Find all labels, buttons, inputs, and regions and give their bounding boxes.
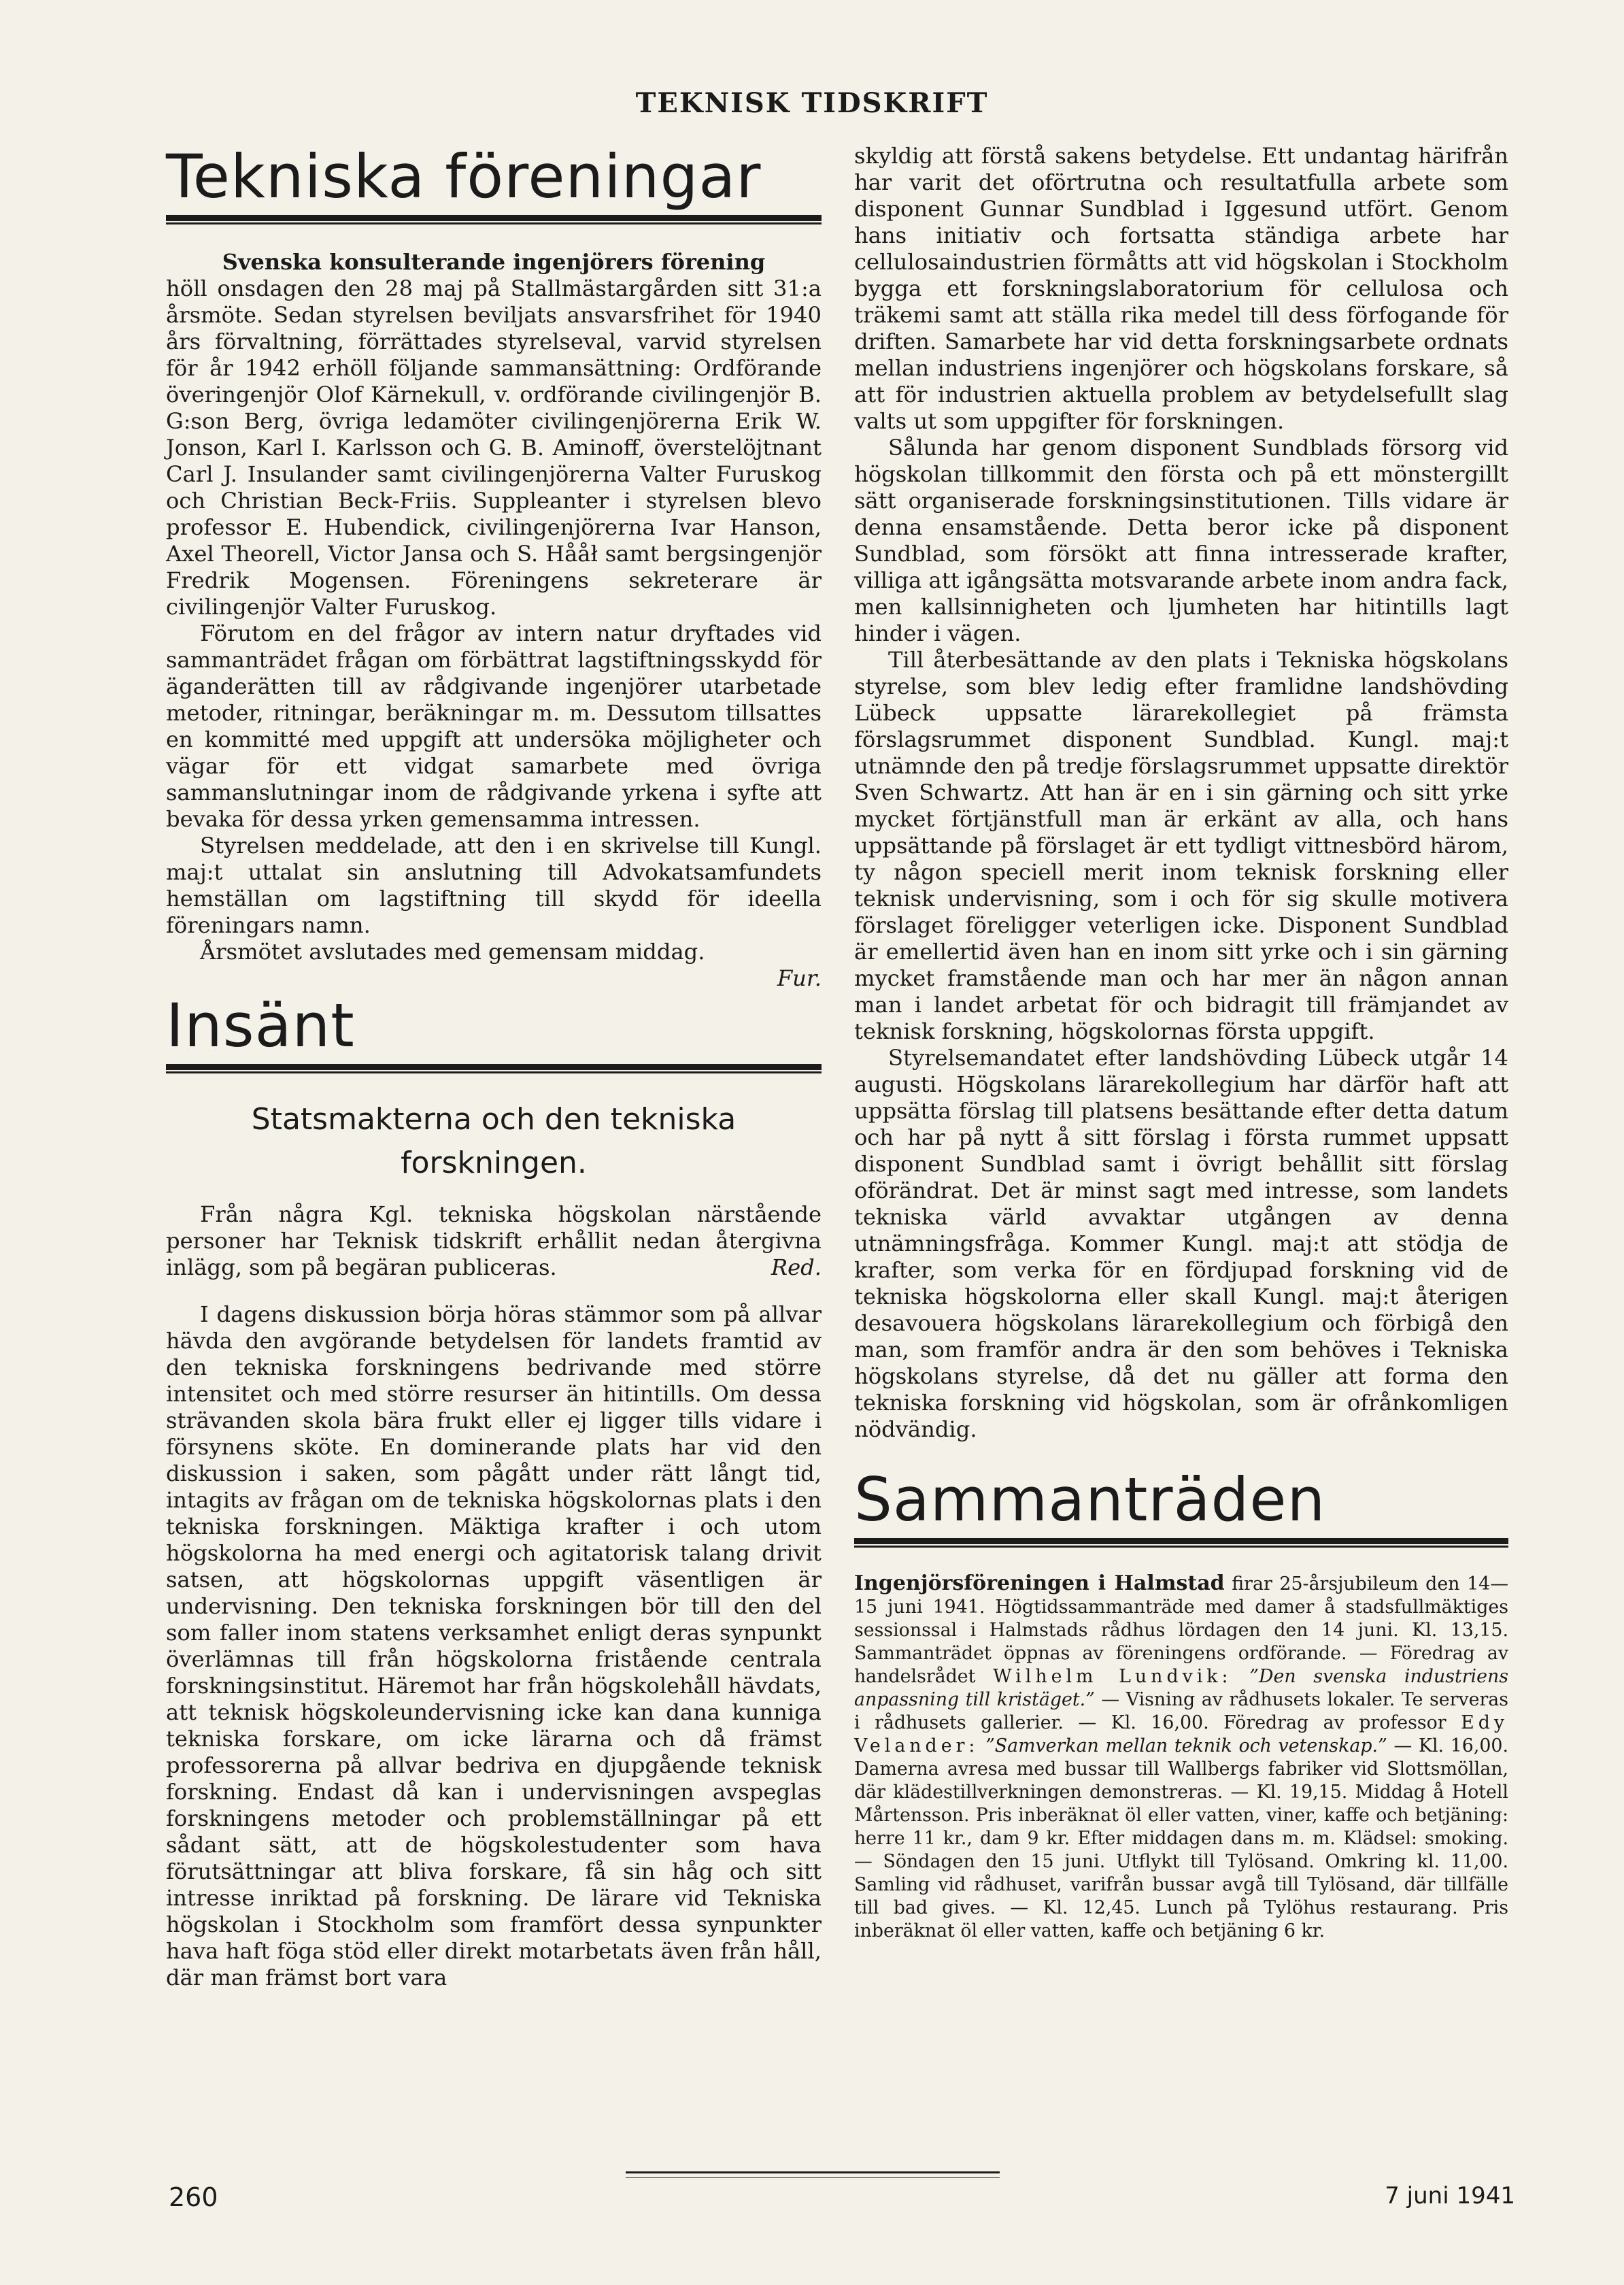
article-signature: Fur.: [777, 965, 822, 991]
issue-date: 7 juni 1941: [1385, 2182, 1515, 2209]
article-paragraph: Förutom en del frågor av intern natur dryftades vid sammanträdet frågan om förbättrat lagstiftningsskydd för äganderätten till av rådgivande ingenjörer utarbetade metoder, ritningar, beräkningar m. m. Dessutom tillsattes en kommitté med uppgift att undersöka möjligheter och vägar för ett vidgat samarbete med övriga sammanslutningar inom de rådgivande yrkena i syfte att bevaka för dessa yrken gemensamma intressen.: [166, 620, 822, 832]
article-paragraph: höll onsdagen den 28 maj på Stallmästargården sitt 31:a årsmöte. Sedan styrelsen beviljats ansvarsfrihet för 1940 års förvaltning, förrättades styrelseval, varvid styrelsen för år 1942 erhöll följande sammansättning: Ordförande överingenjör Olof Kärnekull, v. ordförande civilingenjör B. G:son Berg, övriga ledamöter civilingenjörerna Erik W. Jonson, Karl I. Karlsson och G. B. Aminoff, överstelöjtnant Carl J. Insulander samt civilingenjörerna Valter Furuskog och Christian Beck-Friis. Suppleanter i styrelsen blevo professor E. Hubendick, civilingenjörerna Ivar Hanson, Axel Theorell, Victor Jansa och S. Hååł samt bergsingenjör Fredrik Mogensen. Föreningens sekreterare är civilingenjör Valter Furuskog.: [166, 276, 822, 620]
editor-signature: Red.: [771, 1254, 822, 1280]
section-heading-tekniska-foreningar: Tekniska föreningar: [166, 141, 762, 212]
meeting-text: — Visning av rådhusets lokaler. Te serveras i rådhusets gallerier. — Kl. 16,00. Föredrag av professor: [854, 1689, 1508, 1733]
article-paragraph: Årsmötet avslutades med gemensam middag.: [200, 939, 705, 965]
section-heading-insant: Insänt: [166, 990, 355, 1061]
meeting-text: — Kl. 16,00. Damerna avresa med bussar till Wallbergs fabriker vid Slottsmöllan, där klädestillverkningen demonstreras. — Kl. 19,15. Middag å Hotell Mårtensson. Pris inberäknat öl eller vatten, viner, kaffe och betjäning: herre 11 kr., dam 9 kr. Efter middagen dans m. m. Klädsel: smoking. — Söndagen den 15 juni. Utflykt till Tylösand. Omkring kl. 11,00. Samling vid rådhuset, varifrån bussar avgå till Tylösand, där tillfälle till bad gives. — Kl. 12,45. Lunch på Tylöhus restaurang. Pris inberäknat öl eller vatten, kaffe och betjäning 6 kr.: [854, 1735, 1508, 1941]
meeting-talk-title: ”Samverkan mellan teknik och vetenskap.”: [979, 1735, 1387, 1756]
right-column: [854, 143, 1508, 1943]
meeting-org: Ingenjörsföreningen i Halmstad: [854, 1571, 1225, 1595]
meeting-text: firar 25-årsjubileum den 14—15 juni 1941. Högtidssammanträde med damer å stadsfullmäktiges sessionssal i Halmstads rådhus lördagen den 14 juni. Kl. 13,15. Sammanträdet öppnas av föreningens ordförande. — Föredrag av handelsrådet: [854, 1573, 1508, 1687]
section-heading-sammantraden: Sammanträden: [854, 1465, 1326, 1535]
spacer: [166, 1281, 822, 1301]
editor-intro-text: Från några Kgl. tekniska högskolan närstående personer har Teknisk tidskrift erhållit nedan återgivna inlägg, som på begäran publiceras.: [166, 1201, 822, 1280]
heading-rule: [854, 1538, 1508, 1544]
article-paragraph: Styrelsen meddelade, att den i en skrivelse till Kungl. maj:t uttalat sin anslutning till Advokatsamfundets hemställan om lagstiftning till skydd för ideella föreningars namn.: [166, 833, 822, 938]
page-number: 260: [169, 2182, 218, 2212]
article-subheading: Statsmakterna och den tekniska forskningen.: [251, 1102, 737, 1180]
article-paragraph: skyldig att förstå sakens betydelse. Ett undantag härifrån har varit det oförtrutna och resultatfulla arbete som disponent Gunnar Sundblad i Iggesund utfört. Genom hans initiativ och fortsatta ständiga arbete har cellulosaindustrien förmåtts att vid högskolan i Stockholm bygga ett forskningslaboratorium för cellulosa och träkemi samt att ställa rika medel till dess förfogande för driften. Samarbete har vid detta forskningsarbete ordnats mellan industriens ingenjörer och högskolans forskare, så att för industrien aktuella problem av betydelsefullt slag valts ut som uppgifter för forskningen.: [854, 143, 1508, 434]
society-name: Svenska konsulterande ingenjörers förening: [222, 249, 766, 275]
footer-rule-thin: [626, 2177, 1000, 2178]
article-paragraph: I dagens diskussion börja höras stämmor som på allvar hävda den avgörande betydelsen för landets framtid av den tekniska forskningens bedrivande med större intensitet och med större resurser än hitintills. Om dessa strävanden skola bära frukt eller ej ligger tills vidare i försynens sköte. En dominerande plats har vid den diskussion i saken, som pågått under rätt långt tid, intagits av frågan om de tekniska högskolornas plats i den tekniska forskningen. Mäktiga krafter i och utom högskolorna ha med energi och agitatorisk talang drivit satsen, att högskolornas uppgift väsentligen är undervisning. Den tekniska forskningen bör till den del som faller inom statens verksamhet enligt deras synpunkt överlämnas till från högskolorna fristående centrala forskningsinstitut. Häremot har från högskolehåll hävdats, att teknisk högskoleundervisning icke kan dana kunniga tekniska forskare, om icke lärarna och då främst professorerna på allvar bedriva en djupgående teknisk forskning. Endast då kan i undervisningen avspeglas forskningens metoder och problemställningar på ett sådant sätt, att de högskolestudenter som hava förutsättningar att bliva forskare, få sin håg och sitt intresse inriktad på forskning. De lärare vid Tekniska högskolan i Stockholm som framfört dessa synpunkter hava haft föga stöd eller direkt motarbetats även från håll, där man främst bort vara: [166, 1301, 822, 1990]
heading-rule-thin: [166, 1071, 822, 1073]
heading-rule: [166, 1064, 822, 1070]
meeting-talk-title: ”Den svenska industriens anpassning till kristäget.”: [854, 1666, 1508, 1710]
journal-title: TEKNISK TIDSKRIFT: [635, 87, 989, 119]
heading-rule: [166, 215, 822, 221]
left-column: [166, 143, 822, 1991]
heading-rule-thin: [166, 222, 822, 224]
heading-rule-thin: [854, 1546, 1508, 1548]
meeting-speaker: Wilhelm Lundvik:: [993, 1666, 1232, 1687]
editor-intro: [166, 1201, 822, 1281]
meeting-speaker: Edy Velander:: [854, 1712, 1508, 1756]
article-paragraph: Till återbesättande av den plats i Tekniska högskolans styrelse, som blev ledig efter framlidne landshövding Lübeck uppsatte lärarekollegiet på främsta förslagsrummet disponent Sundblad. Kungl. maj:t utnämnde den på tredje förslagsrummet uppsatte direktör Sven Schwartz. Att han är en i sin gärning och sitt yrke mycket förtjänstfull man är erkänt av alla, och hans uppsättande på förslaget är ett tydligt vittnesbörd härom, ty någon speciell merit inom teknisk forskning eller teknisk undervisning, som i och för sig skulle motivera förslaget föreligger veterligen icke. Disponent Sundblad är emellertid även han en inom sitt yrke och i sin gärning mycket framstående man och har mer än någon annan man i landet arbetat för och bidragit till främjandet av teknisk forskning, högskolornas första uppgift.: [854, 647, 1508, 1044]
article-paragraph: Styrelsemandatet efter landshövding Lübeck utgår 14 augusti. Högskolans lärarekollegium har därför haft att uppsätta förslag till platsens besättande efter detta datum och har på nytt å sitt förslag i första rummet uppsatt disponent Sundblad samt i övrigt behållit sitt förslag oförändrat. Det är minst sagt med intresse, som landets tekniska värld avvaktar utgången av denna utnämningsfråga. Kommer Kungl. maj:t att stödja de krafter, som verka för en fördjupad forskning vid de tekniska högskolorna eller skall Kungl. maj:t återigen desavouera högskolans lärarekollegium och förbigå den man, som framför andra är den som behöves i Tekniska högskolans styrelse, då det nu gäller att forma den tekniska forskning vid högskolan, som är ofrånkomligen nödvändig.: [854, 1045, 1508, 1442]
footer-rule: [626, 2171, 1000, 2173]
meeting-notice: [854, 1572, 1508, 1943]
article-paragraph: Sålunda har genom disponent Sundblads försorg vid högskolan tillkommit den första och på ett mönstergillt sätt organiserade forskningsinstitutionen. Tills vidare är denna ensamstående. Detta beror icke på disponent Sundblad, som försökt att finna intresserade krafter, villiga att igångsätta motsvarande arbete inom andra fack, men kallsinnigheten och ljumheten har hitintills lagt hinder i vägen.: [854, 435, 1508, 646]
